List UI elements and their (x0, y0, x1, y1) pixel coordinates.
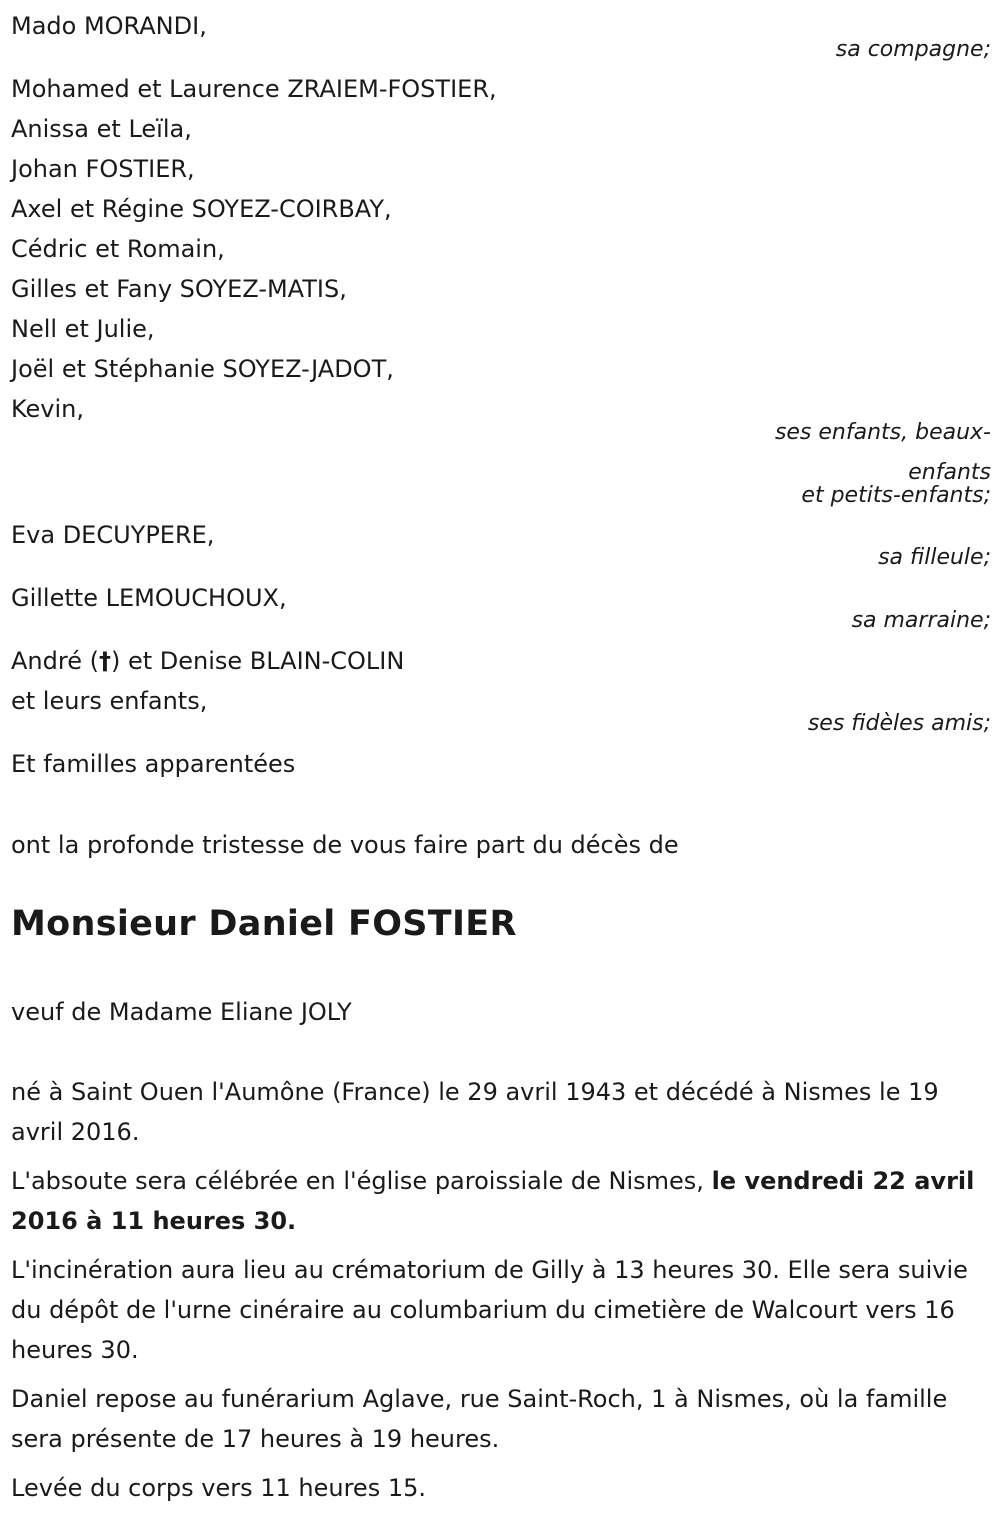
cremation-paragraph: L'incinération aura lieu au crématorium de Gilly à 13 heures 30. Elle sera suivie du dépôt de l'urne cinéraire au columbarium du cimetière de Walcourt vers 16 heures 30. (11, 1256, 968, 1364)
child-entry: Cédric et Romain, (11, 235, 225, 263)
companion-relation: sa compagne; (835, 37, 991, 62)
cross-icon: † (98, 647, 111, 675)
children-relation-line: ses enfants, beaux- (774, 420, 991, 445)
friends-second-line: et leurs enfants, (11, 687, 208, 715)
child-entry: Joël et Stéphanie SOYEZ-JADOT, (11, 355, 394, 383)
funeral-home-paragraph: Daniel repose au funérarium Aglave, rue Saint-Roch, 1 à Nismes, où la famille sera présente de 17 heures à 19 heures. (11, 1385, 948, 1453)
friends-relation: ses fidèles amis; (807, 711, 991, 736)
child-entry: Mohamed et Laurence ZRAIEM-FOSTIER, (11, 75, 497, 103)
absolution-paragraph (11, 1161, 991, 1241)
children-relation-line: enfants (908, 460, 991, 485)
body-removal: Levée du corps vers 11 heures 15. (11, 1474, 426, 1502)
goddaughter-name: Eva DECUYPERE, (11, 521, 215, 549)
friends-names (11, 641, 404, 681)
birth-death-paragraph: né à Saint Ouen l'Aumône (France) le 29 avril 1943 et décédé à Nismes le 19 avril 2016. (11, 1078, 939, 1146)
absolution-date-time: le vendredi 22 avril 2016 à 11 heures 30. (11, 1167, 975, 1235)
child-entry: Nell et Julie, (11, 315, 155, 343)
goddaughter-relation: sa filleule; (878, 545, 991, 570)
widower-of: veuf de Madame Eliane JOLY (11, 998, 352, 1026)
deceased-name: Monsieur Daniel FOSTIER (11, 904, 517, 944)
friends-name-part: ) et Denise BLAIN-COLIN (110, 647, 405, 675)
friends-name-part: André ( (11, 647, 99, 675)
companion-name: Mado MORANDI, (11, 12, 207, 40)
related-families: Et familles apparentées (11, 750, 296, 778)
child-entry: Anissa et Leïla, (11, 115, 192, 143)
child-entry: Kevin, (11, 395, 85, 423)
announcement-text: ont la profonde tristesse de vous faire part du décès de (11, 831, 679, 859)
child-entry: Johan FOSTIER, (11, 155, 195, 183)
child-entry: Gilles et Fany SOYEZ-MATIS, (11, 275, 347, 303)
absolution-text: L'absoute sera célébrée en l'église paroissiale de Nismes, (11, 1167, 712, 1195)
children-relation-line: et petits-enfants; (801, 483, 991, 508)
godmother-relation: sa marraine; (851, 608, 991, 633)
godmother-name: Gillette LEMOUCHOUX, (11, 584, 287, 612)
child-entry: Axel et Régine SOYEZ-COIRBAY, (11, 195, 392, 223)
obituary-notice (11, 0, 991, 1524)
